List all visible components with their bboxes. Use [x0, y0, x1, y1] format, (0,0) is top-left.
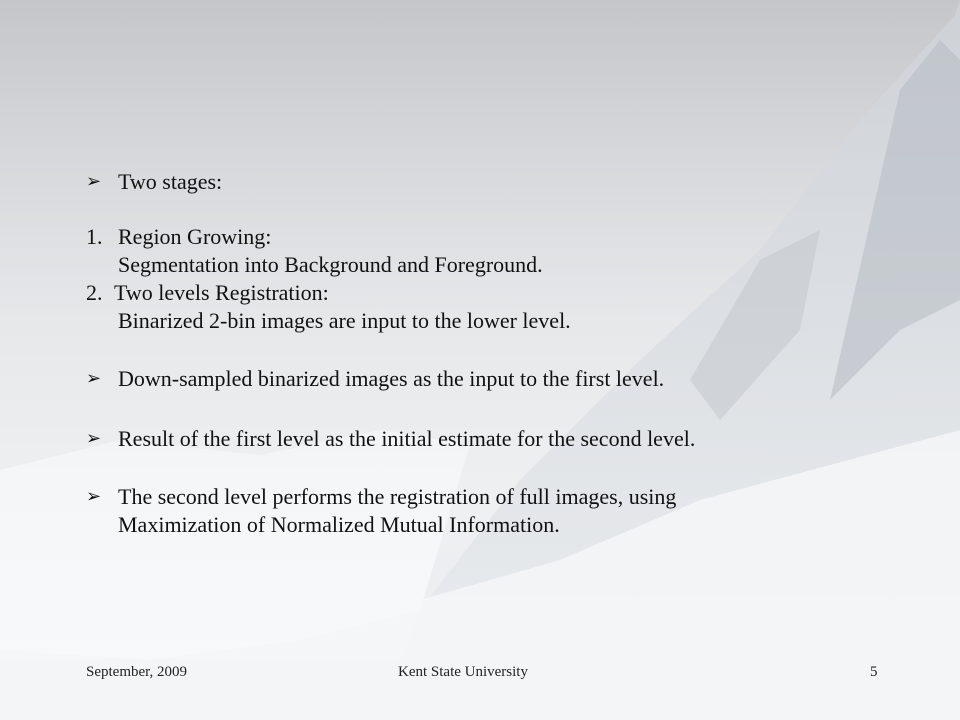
numbered-item-detail: Binarized 2-bin images are input to the lower level. — [118, 308, 571, 333]
bullet-text: Down-sampled binarized images as the input to the first level. — [118, 366, 665, 391]
arrow-bullet-icon: ➢ — [86, 171, 102, 192]
bullet-text: The second level performs the registration of full images, using — [118, 484, 677, 509]
bullet-text-continued: Maximization of Normalized Mutual Information. — [118, 512, 560, 537]
list-number: 1. — [86, 224, 103, 249]
arrow-bullet-icon: ➢ — [86, 486, 102, 507]
footer-organization: Kent State University — [398, 664, 528, 680]
bullet-text: Result of the first level as the initial estimate for the second level. — [118, 426, 696, 451]
numbered-item-detail: Segmentation into Background and Foreground. — [118, 252, 543, 277]
numbered-item-title: Region Growing: — [118, 224, 272, 249]
footer-page-number: 5 — [870, 664, 878, 680]
list-number: 2. — [86, 280, 103, 305]
footer-date: September, 2009 — [86, 664, 188, 680]
numbered-item-title: Two levels Registration: — [114, 280, 329, 305]
arrow-bullet-icon: ➢ — [86, 368, 102, 389]
arrow-bullet-icon: ➢ — [86, 428, 102, 449]
bullet-text: Two stages: — [118, 169, 223, 194]
